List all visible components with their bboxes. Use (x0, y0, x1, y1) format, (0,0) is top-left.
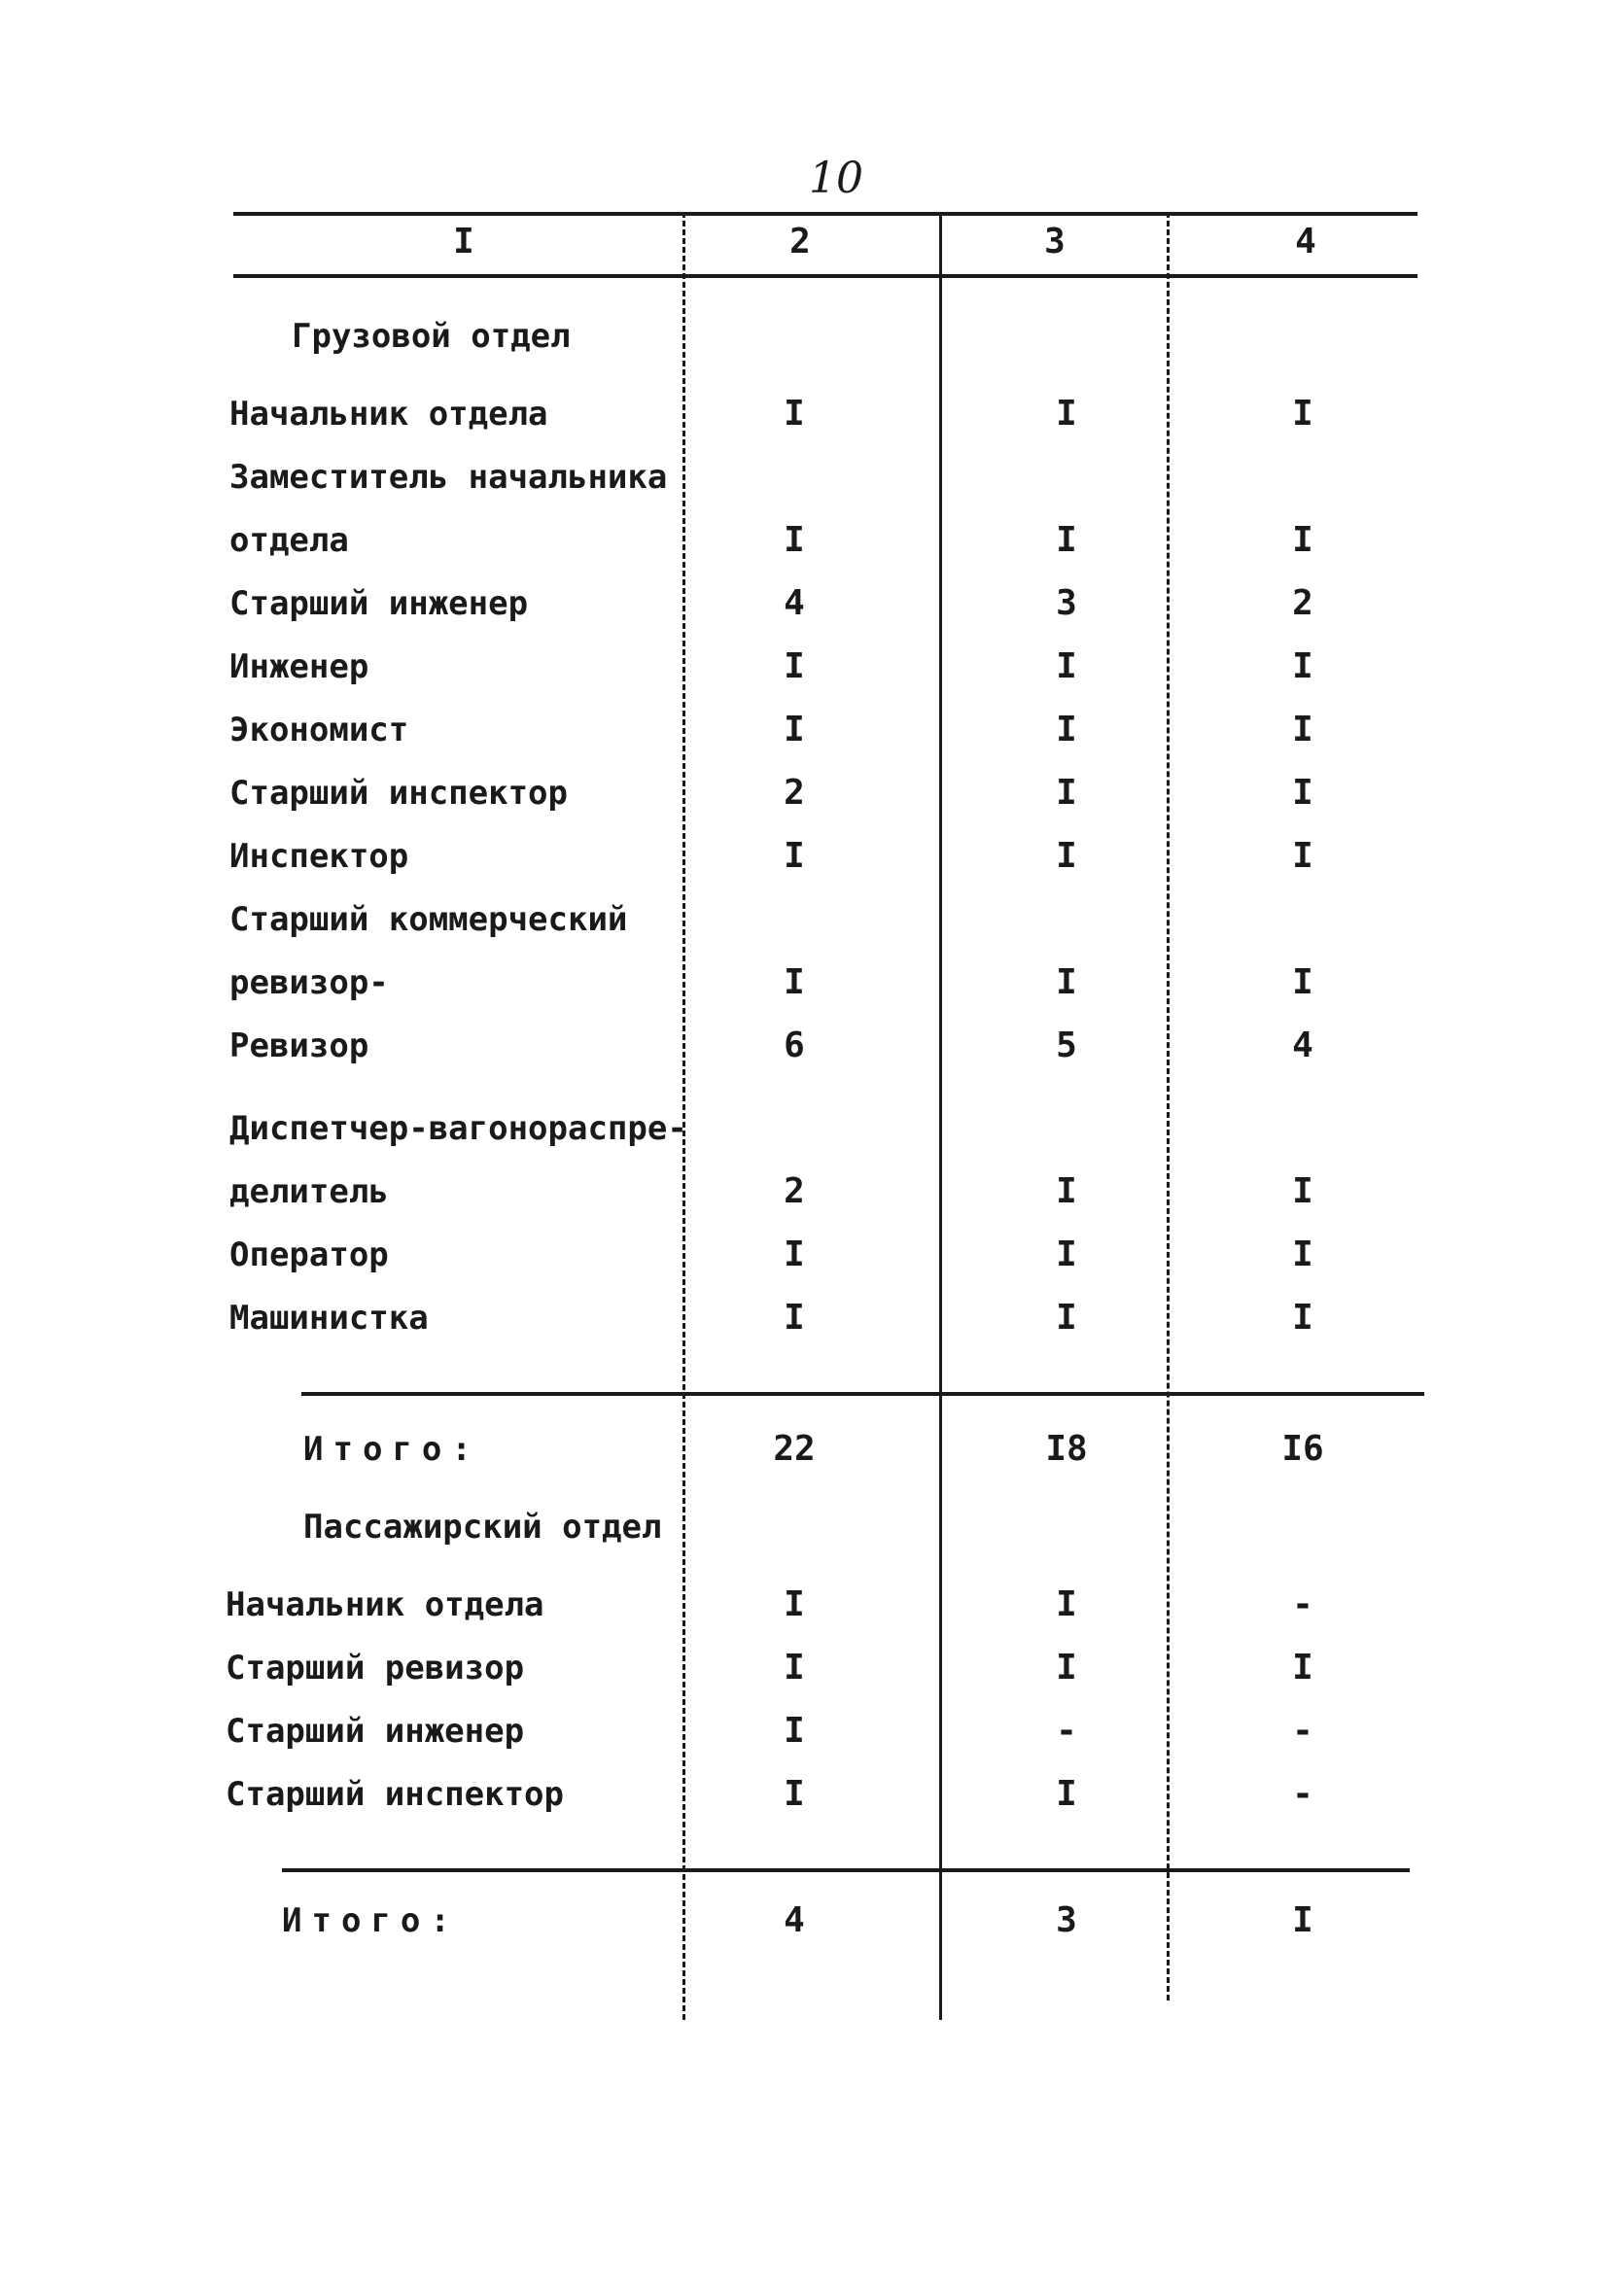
cell-col4: - (1292, 1774, 1313, 1814)
table-row (0, 1576, 1609, 1634)
total-row (0, 1420, 1609, 1478)
cell-col3: I (1056, 1648, 1077, 1687)
cell-col2: 2 (784, 1171, 805, 1211)
cell-col2: I (784, 1584, 805, 1624)
total-label: Итого: (282, 1901, 460, 1940)
total-col2: 4 (784, 1900, 805, 1940)
page-number: 10 (809, 154, 863, 203)
table-row (0, 1017, 1609, 1075)
cell-col4: I (1292, 520, 1313, 560)
cell-col4: I (1292, 646, 1313, 686)
table-row (0, 1099, 1609, 1158)
cell-col3: I (1056, 773, 1077, 813)
cell-col2: I (784, 1235, 805, 1274)
cell-col3: I (1056, 394, 1077, 434)
cell-col2: I (784, 1774, 805, 1814)
cell-col4: I (1292, 773, 1313, 813)
row-label: отдела (229, 521, 349, 560)
table-row (0, 1765, 1609, 1824)
cell-col3: I (1056, 1774, 1077, 1814)
column-header-3: 3 (1044, 222, 1066, 261)
total-col4: I (1292, 1900, 1313, 1940)
row-label: Заместитель начальника (229, 458, 668, 497)
row-label: делитель (229, 1172, 389, 1211)
row-label: Оператор (229, 1235, 389, 1274)
total-col4: I6 (1281, 1429, 1324, 1469)
cell-col2: I (784, 394, 805, 434)
cell-col2: I (784, 1298, 805, 1338)
cell-col4: 2 (1292, 583, 1313, 623)
row-label: Старший ревизор (226, 1649, 525, 1687)
cell-col4: - (1292, 1711, 1313, 1751)
cell-col4: - (1292, 1584, 1313, 1624)
row-label: Экономист (229, 711, 409, 749)
cell-col2: I (784, 1711, 805, 1751)
table-row (0, 1639, 1609, 1697)
cell-col4: I (1292, 962, 1313, 1002)
table-row (0, 764, 1609, 822)
row-label: Инспектор (229, 837, 409, 876)
cell-col3: - (1056, 1711, 1077, 1751)
row-label: Старший инспектор (226, 1775, 564, 1814)
cell-col2: I (784, 646, 805, 686)
cell-col3: I (1056, 1235, 1077, 1274)
cell-col3: I (1056, 1298, 1077, 1338)
cell-col4: I (1292, 1648, 1313, 1687)
cell-col4: I (1292, 1235, 1313, 1274)
section-title (0, 307, 1609, 365)
total-label: Итого: (303, 1430, 481, 1469)
total-rule-2 (282, 1868, 1410, 1872)
cell-col2: 2 (784, 773, 805, 813)
row-label: Инженер (229, 647, 369, 686)
row-label: Старший инспектор (229, 774, 568, 813)
cell-col2: I (784, 836, 805, 876)
cell-col4: I (1292, 836, 1313, 876)
table-row (0, 1226, 1609, 1284)
section-title-text: Пассажирский отдел (303, 1508, 662, 1547)
table-row (0, 448, 1609, 506)
header-rule (233, 274, 1417, 278)
cell-col3: I (1056, 1171, 1077, 1211)
cell-col3: I (1056, 962, 1077, 1002)
cell-col3: I (1056, 1584, 1077, 1624)
cell-col2: 6 (784, 1026, 805, 1065)
total-col2: 22 (773, 1429, 816, 1469)
cell-col2: I (784, 710, 805, 749)
cell-col2: I (784, 962, 805, 1002)
row-label: Начальник отдела (226, 1585, 544, 1624)
section-title-text: Грузовой отдел (292, 317, 571, 356)
cell-col3: I (1056, 520, 1077, 560)
row-label: Машинистка (229, 1299, 429, 1338)
table-row (0, 890, 1609, 949)
cell-col4: I (1292, 1171, 1313, 1211)
column-header-1: I (453, 222, 474, 261)
cell-col3: 5 (1056, 1026, 1077, 1065)
total-rule-1 (301, 1392, 1424, 1396)
row-label: Начальник отдела (229, 395, 548, 434)
row-label: ревизор- (229, 963, 389, 1002)
cell-col4: 4 (1292, 1026, 1313, 1065)
table-row (0, 1702, 1609, 1760)
column-header-2: 2 (789, 222, 811, 261)
cell-col3: I (1056, 710, 1077, 749)
top-rule (233, 212, 1417, 216)
total-row (0, 1892, 1609, 1950)
table-row (0, 827, 1609, 886)
cell-col2: I (784, 520, 805, 560)
cell-col4: I (1292, 710, 1313, 749)
table-row (0, 574, 1609, 633)
cell-col4: I (1292, 1298, 1313, 1338)
table-row (0, 701, 1609, 759)
table-row (0, 1289, 1609, 1347)
total-col3: 3 (1056, 1900, 1077, 1940)
row-label: Старший инженер (226, 1712, 525, 1751)
table-row (0, 1163, 1609, 1221)
cell-col3: I (1056, 646, 1077, 686)
cell-col2: I (784, 1648, 805, 1687)
row-label: Диспетчер-вагонораспре- (229, 1109, 687, 1148)
row-label: Ревизор (229, 1026, 369, 1065)
table-row (0, 954, 1609, 1012)
row-label: Старший коммерческий (229, 900, 628, 939)
cell-col4: I (1292, 394, 1313, 434)
section-title (0, 1498, 1609, 1556)
column-header-4: 4 (1295, 222, 1316, 261)
table-row (0, 638, 1609, 696)
cell-col3: I (1056, 836, 1077, 876)
cell-col3: 3 (1056, 583, 1077, 623)
total-col3: I8 (1045, 1429, 1088, 1469)
row-label: Старший инженер (229, 584, 529, 623)
table-row (0, 511, 1609, 570)
cell-col2: 4 (784, 583, 805, 623)
table-row (0, 385, 1609, 443)
